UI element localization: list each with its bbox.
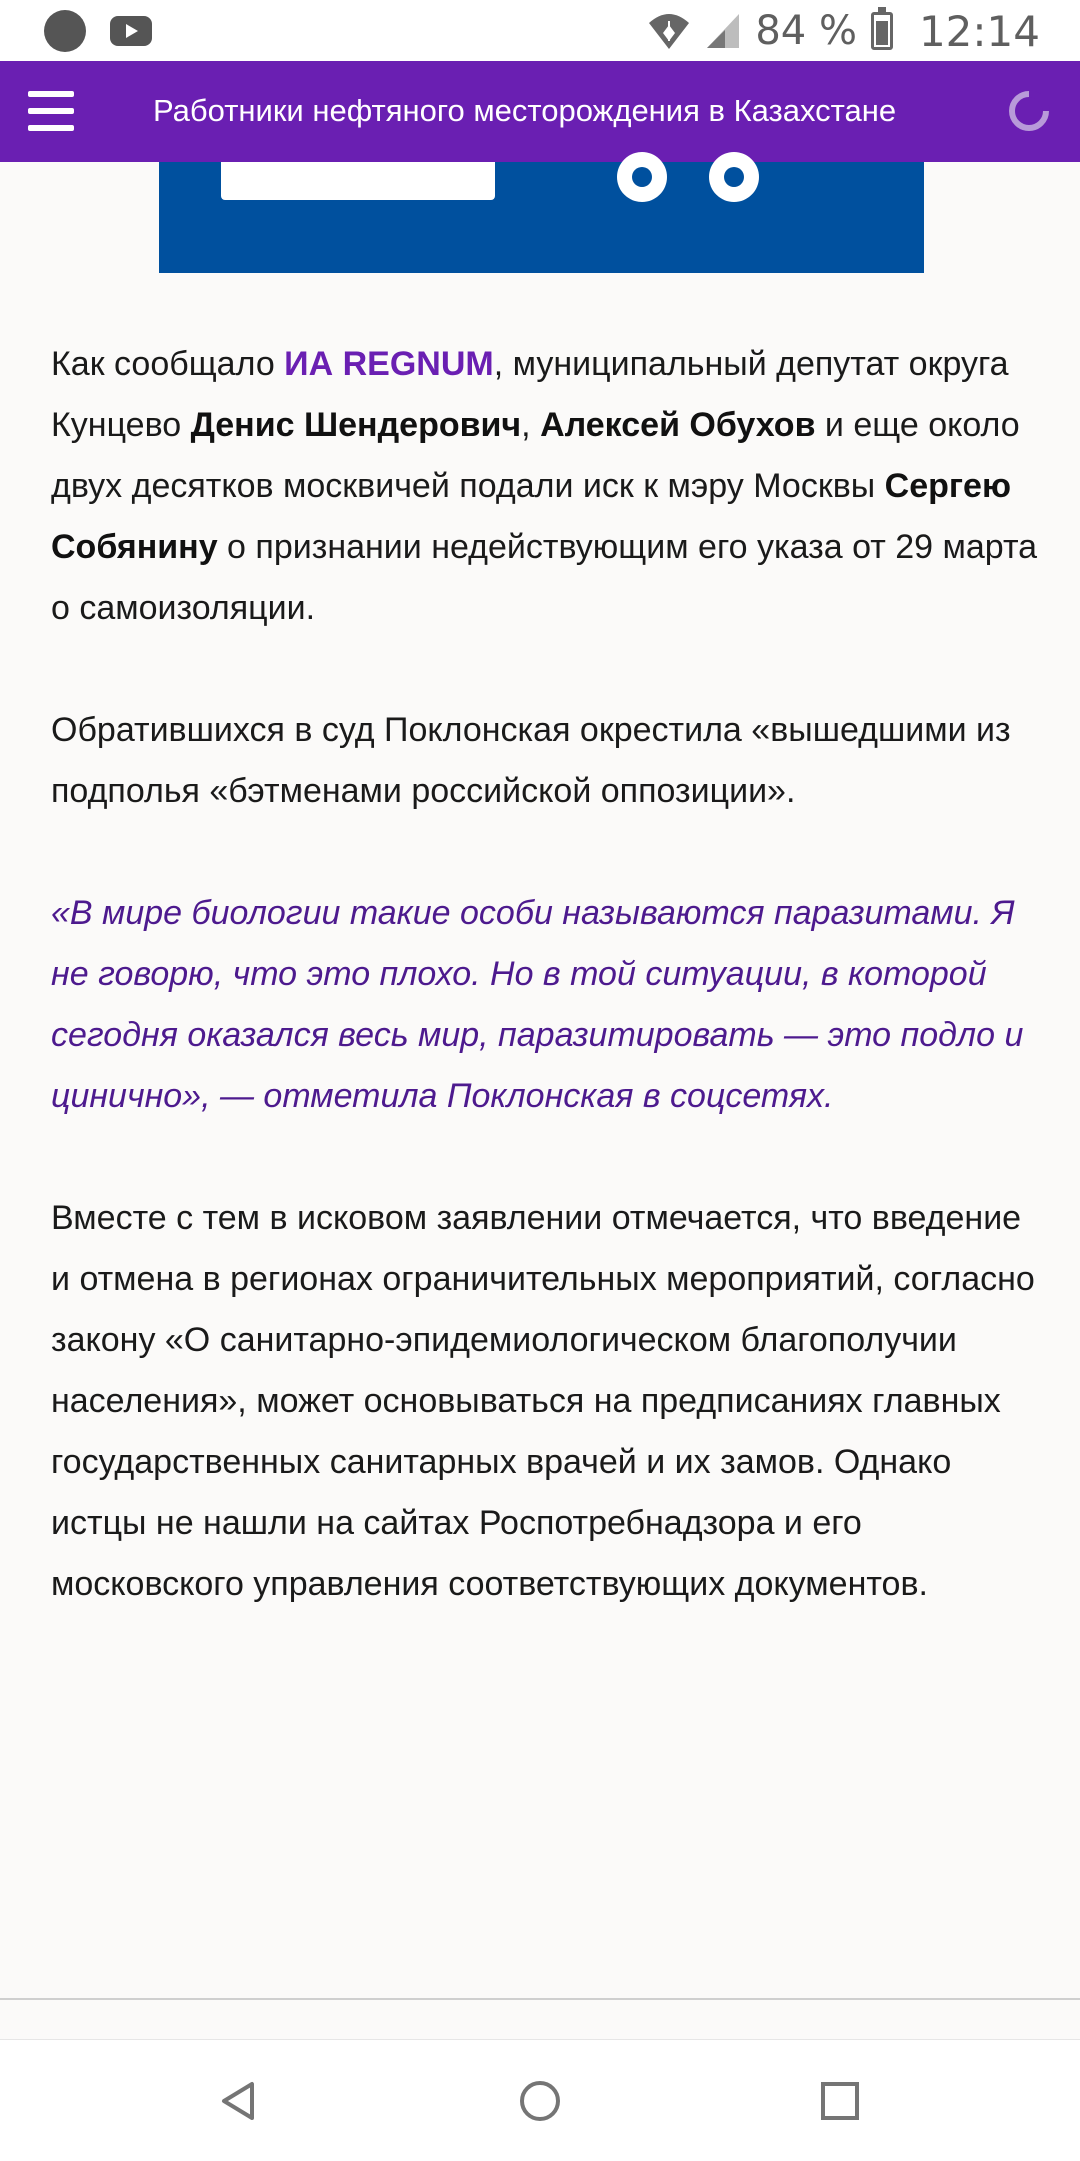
banner-dot-icon: [617, 152, 667, 202]
cell-signal-icon: [705, 12, 741, 50]
article-paragraph: Вместе с тем в исковом заявлении отмечается, что введение и отмена в регионах ограничительных мероприятий, согласно закону «О санитарно-эпидемиологическом благополучии населения», может основываться на предписаниях главных государственных санитарных врачей и их замов. Однако истцы не нашли на сайтах Роспотребнадзора и его московского управления соответствующих документов.: [51, 1199, 1035, 1603]
article-body: [51, 334, 1041, 1676]
notification-dot-icon: [44, 10, 86, 52]
status-left: [44, 10, 152, 52]
back-triangle-icon[interactable]: [214, 2076, 264, 2126]
text-span: Как сообщало: [51, 345, 285, 383]
regnum-link[interactable]: ИА REGNUM: [284, 345, 494, 383]
divider: [0, 1998, 1080, 2000]
article-paragraph: [51, 334, 1041, 639]
status-right: [647, 6, 1040, 56]
battery-percent: 84 %: [755, 8, 857, 54]
person-name: Денис Шендерович: [190, 406, 522, 444]
battery-level: [876, 21, 888, 45]
recents-square-icon[interactable]: [815, 2076, 865, 2126]
battery-icon: [871, 12, 893, 50]
hamburger-menu-icon[interactable]: [28, 91, 74, 131]
person-name: Алексей Обухов: [540, 406, 816, 444]
system-nav-bar: [0, 2039, 1080, 2161]
youtube-icon: [110, 16, 152, 46]
status-bar: [0, 0, 1080, 61]
text-span: ,: [521, 406, 541, 444]
text-span: и еще около двух десятков москвичей подали иск к мэру Москвы: [51, 406, 1020, 505]
banner-dot-icon: [709, 152, 759, 202]
person-name: Сергею Собянину: [51, 467, 1011, 566]
clock: 12:14: [918, 6, 1040, 56]
text-span: , муниципальный депутат округа Кунцево: [51, 345, 1009, 444]
article-quote: «В мире биологии такие особи называются паразитами. Я не говорю, что это плохо. Но в той ситуации, в которой сегодня оказался весь мир, паразитировать — это подло и цинично», — отметила Поклонская в соцсетях.: [51, 894, 1024, 1115]
article-paragraph: Обратившихся в суд Поклонская окрестила «вышедшими из подполья «бэтменами российской оппозиции».: [51, 711, 1011, 810]
app-bar: [0, 61, 1080, 162]
text-span: о признании недействующим его указа от 29 марта о самоизоляции.: [51, 528, 1038, 627]
ad-banner[interactable]: [159, 162, 924, 273]
banner-button[interactable]: [221, 162, 495, 200]
wifi-icon: [647, 11, 691, 51]
refresh-icon[interactable]: [1007, 89, 1051, 133]
home-circle-icon[interactable]: [515, 2076, 565, 2126]
page-title: Работники нефтяного месторождения в Казахстане: [153, 93, 897, 128]
